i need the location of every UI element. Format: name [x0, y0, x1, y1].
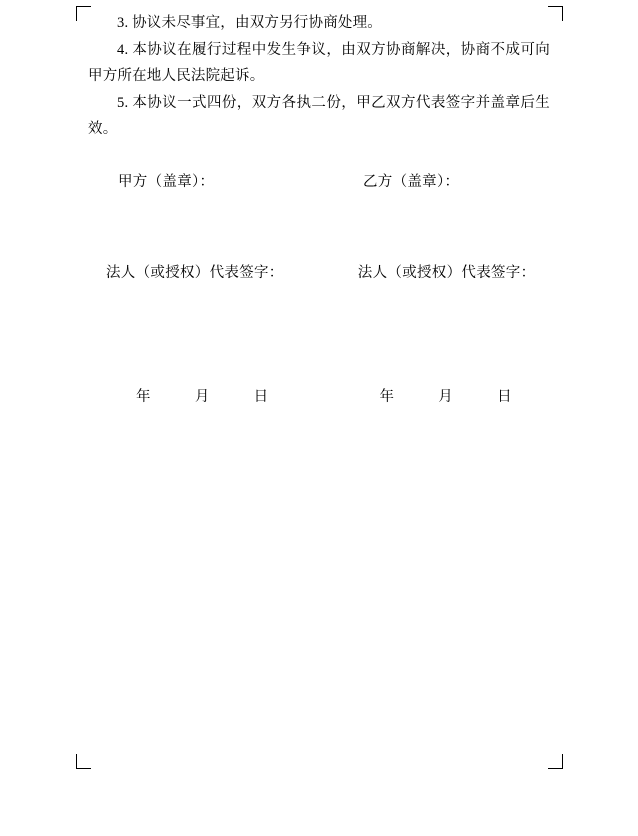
crop-mark-bottom-left	[76, 754, 91, 769]
crop-mark-bottom-right	[548, 754, 563, 769]
party-a-date-month: 月	[194, 389, 210, 405]
party-b-date-year: 年	[379, 389, 395, 405]
party-a-date-line	[88, 385, 359, 406]
party-a-legal-rep-label: 法人（或授权）代表签字：	[106, 265, 284, 281]
party-b-date-day: 日	[497, 389, 512, 405]
party-a-stamp-label: 甲方（盖章）：	[118, 174, 215, 190]
clause-paragraph-5: 5. 本协议一式四份，双方各执二份，甲乙双方代表签字并盖章后生效。	[88, 95, 550, 137]
party-b-date-line	[359, 385, 550, 406]
crop-mark-top-right	[548, 6, 563, 21]
stamp-signature-row	[88, 170, 550, 191]
party-a-date-day: 日	[253, 389, 269, 405]
document-body	[88, 10, 550, 143]
party-b-legal-rep-label: 法人（或授权）代表签字：	[357, 265, 536, 281]
clause-paragraph-4: 4. 本协议在履行过程中发生争议，由双方协商解决，协商不成可向甲方所在地人民法院起诉。	[88, 42, 550, 84]
party-b-stamp-label: 乙方（盖章）：	[362, 174, 460, 190]
party-b-date-month: 月	[438, 389, 454, 405]
party-a-date-year: 年	[136, 389, 151, 405]
date-row	[88, 385, 550, 406]
legal-representative-row	[88, 261, 550, 282]
clause-paragraph-3: 3. 协议未尽事宜，由双方另行协商处理。	[117, 15, 382, 31]
